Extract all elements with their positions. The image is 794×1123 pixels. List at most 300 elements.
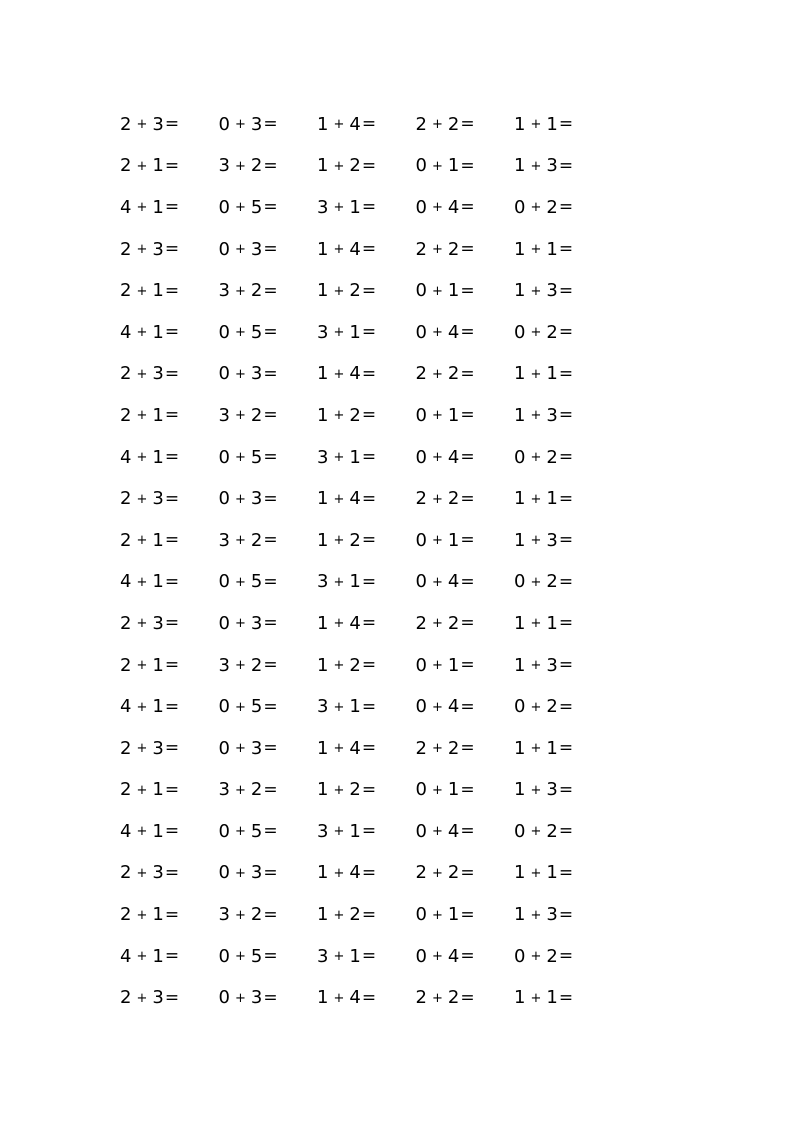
plus-sign: + <box>136 325 148 341</box>
addend-first: 1 <box>514 280 526 302</box>
addend-first: 2 <box>120 779 132 801</box>
addend-first: 1 <box>514 155 526 177</box>
addition-problem <box>120 395 219 437</box>
plus-sign: + <box>431 990 443 1006</box>
addend-first: 0 <box>218 820 230 842</box>
plus-sign: + <box>530 990 542 1006</box>
addend-second: 1 <box>546 987 558 1009</box>
equals-sign: = <box>263 488 278 509</box>
addition-problem <box>120 728 219 770</box>
addend-second: 3 <box>250 612 263 634</box>
addend-first: 0 <box>218 363 230 385</box>
plus-sign: + <box>234 533 246 549</box>
addition-problem <box>416 686 515 728</box>
addition-problem <box>120 187 219 229</box>
addend-first: 1 <box>317 862 329 884</box>
equals-sign: = <box>164 779 180 800</box>
addend-first: 0 <box>514 945 526 967</box>
equals-sign: = <box>558 862 574 883</box>
addend-first: 0 <box>415 571 427 593</box>
plus-sign: + <box>530 616 542 632</box>
addend-first: 0 <box>415 820 427 842</box>
addend-first: 3 <box>218 155 230 177</box>
addition-problem <box>416 562 515 604</box>
addend-second: 1 <box>546 612 558 634</box>
addend-second: 1 <box>349 820 361 842</box>
plus-sign: + <box>136 242 148 258</box>
plus-sign: + <box>234 450 246 466</box>
plus-sign: + <box>136 450 148 466</box>
plus-sign: + <box>431 325 443 341</box>
addend-first: 1 <box>514 404 526 426</box>
equals-sign: = <box>164 946 180 967</box>
addition-problem <box>120 936 219 978</box>
addition-problem <box>120 478 219 520</box>
addition-problem <box>317 686 416 728</box>
addend-second: 1 <box>546 737 558 759</box>
addend-second: 1 <box>546 238 558 260</box>
addition-problem <box>219 686 318 728</box>
addition-problem <box>514 437 613 479</box>
addition-problem <box>219 894 318 936</box>
addend-first: 3 <box>218 404 230 426</box>
plus-sign: + <box>333 990 345 1006</box>
addend-second: 1 <box>349 696 361 718</box>
addend-first: 2 <box>415 612 427 634</box>
addend-second: 3 <box>152 113 164 135</box>
addend-second: 2 <box>546 696 558 718</box>
plus-sign: + <box>136 533 148 549</box>
addend-second: 1 <box>447 654 460 676</box>
addition-problem <box>514 187 613 229</box>
addend-first: 0 <box>415 945 427 967</box>
plus-sign: + <box>136 616 148 632</box>
addend-first: 4 <box>120 196 132 218</box>
equals-sign: = <box>361 322 377 343</box>
addition-problem <box>514 645 613 687</box>
addition-problem <box>120 146 219 188</box>
addend-first: 2 <box>415 488 427 510</box>
addend-second: 5 <box>250 321 263 343</box>
plus-sign: + <box>136 865 148 881</box>
addition-problem <box>416 187 515 229</box>
equals-sign: = <box>558 655 574 676</box>
addend-second: 3 <box>152 862 164 884</box>
addend-first: 1 <box>317 987 329 1009</box>
equals-sign: = <box>558 405 574 426</box>
plus-sign: + <box>333 242 345 258</box>
equals-sign: = <box>164 447 180 468</box>
equals-sign: = <box>164 613 180 634</box>
addend-first: 0 <box>514 571 526 593</box>
equals-sign: = <box>164 738 180 759</box>
equals-sign: = <box>361 696 377 717</box>
equals-sign: = <box>164 571 180 592</box>
addend-second: 2 <box>447 238 460 260</box>
addition-problem <box>514 977 613 1019</box>
addition-problem <box>514 936 613 978</box>
addend-second: 5 <box>250 696 263 718</box>
addition-problem <box>219 478 318 520</box>
addend-first: 3 <box>317 820 329 842</box>
equals-sign: = <box>263 114 278 135</box>
addend-second: 3 <box>152 737 164 759</box>
addend-first: 0 <box>218 446 230 468</box>
plus-sign: + <box>431 907 443 923</box>
addend-second: 1 <box>152 696 164 718</box>
addend-second: 4 <box>447 945 460 967</box>
equals-sign: = <box>460 155 475 176</box>
addend-second: 1 <box>447 904 460 926</box>
addend-first: 2 <box>120 488 132 510</box>
plus-sign: + <box>333 741 345 757</box>
equals-sign: = <box>263 447 278 468</box>
addend-second: 1 <box>152 446 164 468</box>
equals-sign: = <box>558 696 574 717</box>
addition-problem <box>514 478 613 520</box>
addition-problem <box>317 936 416 978</box>
addend-first: 0 <box>218 196 230 218</box>
addend-first: 2 <box>120 654 132 676</box>
addition-problem <box>317 853 416 895</box>
addition-problem <box>120 603 219 645</box>
addition-problem <box>219 437 318 479</box>
addend-first: 0 <box>415 321 427 343</box>
addend-second: 3 <box>152 488 164 510</box>
addend-first: 1 <box>514 612 526 634</box>
addition-problem <box>219 645 318 687</box>
addend-second: 4 <box>447 446 460 468</box>
addend-second: 2 <box>546 446 558 468</box>
addend-first: 1 <box>317 113 329 135</box>
plus-sign: + <box>136 574 148 590</box>
addition-problem <box>219 229 318 271</box>
addition-problem <box>317 811 416 853</box>
plus-sign: + <box>234 242 246 258</box>
plus-sign: + <box>530 741 542 757</box>
addend-second: 3 <box>152 612 164 634</box>
equals-sign: = <box>460 488 475 509</box>
equals-sign: = <box>558 447 574 468</box>
addend-first: 2 <box>120 363 132 385</box>
addend-first: 1 <box>317 737 329 759</box>
plus-sign: + <box>431 283 443 299</box>
addition-problem <box>219 811 318 853</box>
addend-second: 2 <box>250 904 263 926</box>
addend-first: 0 <box>415 446 427 468</box>
addend-first: 1 <box>514 779 526 801</box>
plus-sign: + <box>136 491 148 507</box>
equals-sign: = <box>361 447 377 468</box>
plus-sign: + <box>530 200 542 216</box>
addend-first: 3 <box>218 654 230 676</box>
plus-sign: + <box>333 865 345 881</box>
plus-sign: + <box>431 699 443 715</box>
plus-sign: + <box>530 158 542 174</box>
addend-second: 1 <box>152 404 164 426</box>
equals-sign: = <box>361 946 377 967</box>
addition-problem <box>317 146 416 188</box>
equals-sign: = <box>164 322 180 343</box>
equals-sign: = <box>460 862 475 883</box>
plus-sign: + <box>333 283 345 299</box>
addend-second: 1 <box>447 155 460 177</box>
equals-sign: = <box>460 405 475 426</box>
addend-first: 1 <box>317 280 329 302</box>
addend-second: 1 <box>152 529 164 551</box>
addition-problem <box>317 894 416 936</box>
addend-first: 1 <box>317 238 329 260</box>
equals-sign: = <box>164 488 180 509</box>
plus-sign: + <box>333 616 345 632</box>
addend-first: 3 <box>317 196 329 218</box>
addend-first: 2 <box>415 987 427 1009</box>
equals-sign: = <box>263 779 278 800</box>
addition-problem <box>317 312 416 354</box>
equals-sign: = <box>263 738 278 759</box>
plus-sign: + <box>431 865 443 881</box>
addend-first: 1 <box>514 363 526 385</box>
addend-first: 0 <box>415 529 427 551</box>
addend-first: 2 <box>120 529 132 551</box>
plus-sign: + <box>530 117 542 133</box>
addition-problem <box>219 187 318 229</box>
plus-sign: + <box>431 158 443 174</box>
equals-sign: = <box>460 197 475 218</box>
plus-sign: + <box>136 824 148 840</box>
addition-problem <box>120 270 219 312</box>
plus-sign: + <box>234 283 246 299</box>
equals-sign: = <box>164 239 180 260</box>
addition-problem <box>416 811 515 853</box>
addend-first: 0 <box>218 113 230 135</box>
addition-problem <box>416 645 515 687</box>
addend-second: 1 <box>152 945 164 967</box>
equals-sign: = <box>164 821 180 842</box>
addend-second: 1 <box>152 904 164 926</box>
plus-sign: + <box>431 741 443 757</box>
addend-first: 1 <box>317 654 329 676</box>
addition-problem <box>416 894 515 936</box>
addend-second: 3 <box>546 280 558 302</box>
plus-sign: + <box>234 699 246 715</box>
plus-sign: + <box>136 366 148 382</box>
addend-first: 2 <box>120 113 132 135</box>
addition-problem <box>514 146 613 188</box>
addition-problem <box>416 520 515 562</box>
addition-problem <box>120 686 219 728</box>
equals-sign: = <box>263 696 278 717</box>
plus-sign: + <box>136 949 148 965</box>
addend-second: 1 <box>447 404 460 426</box>
plus-sign: + <box>530 283 542 299</box>
plus-sign: + <box>333 117 345 133</box>
equals-sign: = <box>361 904 377 925</box>
plus-sign: + <box>234 949 246 965</box>
addend-second: 4 <box>349 363 361 385</box>
addend-second: 2 <box>447 737 460 759</box>
addend-first: 2 <box>415 363 427 385</box>
addend-second: 4 <box>447 820 460 842</box>
equals-sign: = <box>460 571 475 592</box>
addend-first: 0 <box>415 779 427 801</box>
addend-first: 0 <box>218 737 230 759</box>
addition-problem <box>514 312 613 354</box>
addition-problem <box>416 146 515 188</box>
addend-second: 2 <box>447 113 460 135</box>
plus-sign: + <box>530 865 542 881</box>
addend-first: 2 <box>120 280 132 302</box>
addend-second: 3 <box>152 363 164 385</box>
addend-first: 0 <box>514 196 526 218</box>
addend-first: 1 <box>514 238 526 260</box>
equals-sign: = <box>460 987 475 1008</box>
addend-second: 2 <box>250 654 263 676</box>
addition-problem <box>416 478 515 520</box>
addend-second: 1 <box>447 779 460 801</box>
addition-problem <box>416 354 515 396</box>
addend-second: 1 <box>546 862 558 884</box>
equals-sign: = <box>460 696 475 717</box>
addend-second: 1 <box>152 280 164 302</box>
addend-first: 1 <box>514 737 526 759</box>
equals-sign: = <box>558 779 574 800</box>
addend-first: 0 <box>514 696 526 718</box>
addition-problem <box>219 520 318 562</box>
plus-sign: + <box>431 782 443 798</box>
plus-sign: + <box>333 158 345 174</box>
addition-problem <box>120 853 219 895</box>
plus-sign: + <box>530 824 542 840</box>
plus-sign: + <box>234 491 246 507</box>
addend-first: 0 <box>514 321 526 343</box>
plus-sign: + <box>431 949 443 965</box>
plus-sign: + <box>136 158 148 174</box>
addition-problem <box>219 312 318 354</box>
addend-first: 1 <box>317 155 329 177</box>
plus-sign: + <box>333 408 345 424</box>
addition-problem <box>317 603 416 645</box>
addend-second: 2 <box>447 987 460 1009</box>
addend-second: 2 <box>349 404 361 426</box>
equals-sign: = <box>558 197 574 218</box>
addition-problem <box>514 853 613 895</box>
addition-problem <box>120 770 219 812</box>
addend-second: 3 <box>250 238 263 260</box>
addition-problem <box>514 894 613 936</box>
plus-sign: + <box>431 533 443 549</box>
plus-sign: + <box>333 450 345 466</box>
addend-first: 1 <box>514 488 526 510</box>
addend-second: 2 <box>349 779 361 801</box>
addend-first: 1 <box>317 779 329 801</box>
addition-problem <box>514 104 613 146</box>
equals-sign: = <box>460 821 475 842</box>
equals-sign: = <box>164 904 180 925</box>
plus-sign: + <box>333 782 345 798</box>
plus-sign: + <box>530 325 542 341</box>
addend-second: 4 <box>447 321 460 343</box>
addend-first: 1 <box>514 113 526 135</box>
addition-problem <box>317 187 416 229</box>
plus-sign: + <box>530 699 542 715</box>
equals-sign: = <box>164 114 180 135</box>
addend-second: 2 <box>349 155 361 177</box>
addend-second: 2 <box>250 529 263 551</box>
addition-problem <box>514 395 613 437</box>
plus-sign: + <box>530 533 542 549</box>
addend-first: 1 <box>317 363 329 385</box>
addition-problem <box>514 811 613 853</box>
addend-first: 2 <box>120 238 132 260</box>
addend-second: 2 <box>349 529 361 551</box>
addend-first: 0 <box>415 696 427 718</box>
equals-sign: = <box>558 738 574 759</box>
addend-first: 0 <box>415 196 427 218</box>
addend-second: 2 <box>250 155 263 177</box>
equals-sign: = <box>263 197 278 218</box>
equals-sign: = <box>164 280 180 301</box>
addition-problem <box>219 853 318 895</box>
addend-second: 2 <box>250 404 263 426</box>
addend-second: 1 <box>152 155 164 177</box>
addend-second: 1 <box>349 321 361 343</box>
addition-problem <box>120 645 219 687</box>
addend-second: 4 <box>349 987 361 1009</box>
plus-sign: + <box>136 782 148 798</box>
plus-sign: + <box>136 117 148 133</box>
addend-first: 4 <box>120 571 132 593</box>
addend-first: 1 <box>514 862 526 884</box>
addend-first: 3 <box>317 446 329 468</box>
addend-first: 4 <box>120 945 132 967</box>
equals-sign: = <box>164 197 180 218</box>
addend-first: 4 <box>120 446 132 468</box>
addend-second: 1 <box>349 945 361 967</box>
addend-second: 1 <box>152 321 164 343</box>
addend-first: 4 <box>120 696 132 718</box>
plus-sign: + <box>234 117 246 133</box>
equals-sign: = <box>460 613 475 634</box>
plus-sign: + <box>234 782 246 798</box>
addend-second: 3 <box>546 779 558 801</box>
addend-second: 4 <box>349 612 361 634</box>
addend-first: 1 <box>514 654 526 676</box>
plus-sign: + <box>234 158 246 174</box>
addition-problem <box>219 146 318 188</box>
equals-sign: = <box>460 655 475 676</box>
equals-sign: = <box>361 197 377 218</box>
equals-sign: = <box>263 862 278 883</box>
addend-first: 1 <box>317 904 329 926</box>
plus-sign: + <box>333 200 345 216</box>
plus-sign: + <box>333 366 345 382</box>
plus-sign: + <box>333 574 345 590</box>
addend-first: 3 <box>317 571 329 593</box>
plus-sign: + <box>431 366 443 382</box>
addend-second: 1 <box>546 113 558 135</box>
addend-second: 1 <box>349 446 361 468</box>
equals-sign: = <box>263 655 278 676</box>
addend-first: 2 <box>120 862 132 884</box>
addition-problem <box>317 229 416 271</box>
addend-second: 4 <box>447 696 460 718</box>
equals-sign: = <box>460 239 475 260</box>
equals-sign: = <box>460 779 475 800</box>
addend-second: 2 <box>546 196 558 218</box>
addend-first: 2 <box>415 238 427 260</box>
addend-first: 0 <box>415 654 427 676</box>
